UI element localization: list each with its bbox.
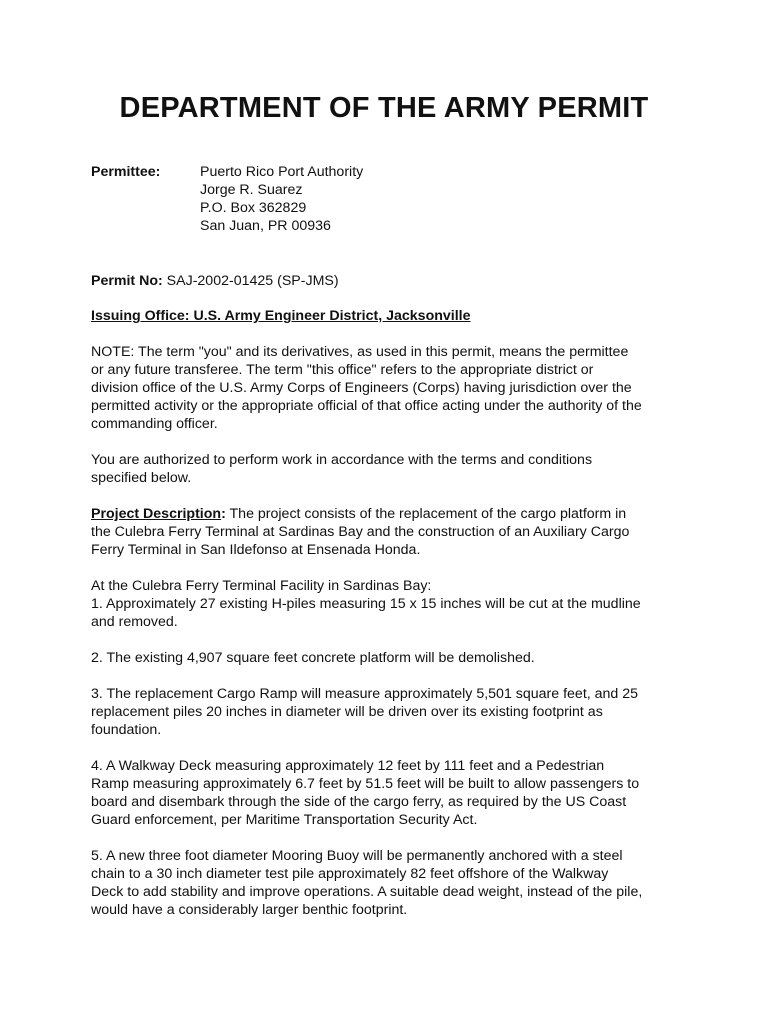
item-2-line: 2. The existing 4,907 square feet concrete platform will be demolished. xyxy=(91,650,535,666)
authorized-line: specified below. xyxy=(91,470,192,486)
item-5 xyxy=(91,847,691,919)
item-4-line: board and disembark through the side of the cargo ferry, as required by the US Coast xyxy=(91,794,627,810)
item-1-line: and removed. xyxy=(91,614,178,630)
item-3-line: replacement piles 20 inches in diameter will be driven over its existing footprint as xyxy=(91,704,603,720)
item-5-line: 5. A new three foot diameter Mooring Buoy will be permanently anchored with a steel xyxy=(91,848,623,864)
authorized-paragraph xyxy=(91,451,691,487)
item-4-line: Guard enforcement, per Maritime Transportation Security Act. xyxy=(91,812,478,828)
document-title: DEPARTMENT OF THE ARMY PERMIT xyxy=(119,92,649,124)
item-4-line: 4. A Walkway Deck measuring approximately 12 feet by 111 feet and a Pedestrian xyxy=(91,758,605,774)
permittee-line: Jorge R. Suarez xyxy=(200,182,303,198)
project-description-line: Ferry Terminal in San Ildefonso at Ensenada Honda. xyxy=(91,542,421,558)
project-description-text: The project consists of the replacement of the cargo platform in xyxy=(225,506,627,522)
issuing-office: Issuing Office: U.S. Army Engineer District, Jacksonville xyxy=(91,308,471,324)
project-description-paragraph xyxy=(91,505,691,559)
permittee-address xyxy=(200,163,363,235)
permit-number-value: SAJ-2002-01425 (SP-JMS) xyxy=(162,273,339,289)
item-2 xyxy=(91,649,691,667)
project-description-colon: : xyxy=(221,506,226,522)
item-1-line: 1. Approximately 27 existing H-piles measuring 15 x 15 inches will be cut at the mudline xyxy=(91,596,641,612)
culebra-section xyxy=(91,577,691,631)
project-description-first-line xyxy=(91,505,691,523)
permit-number-label: Permit No: xyxy=(91,273,163,289)
item-5-line: chain to a 30 inch diameter test pile approximately 82 feet offshore of the Walkway xyxy=(91,866,609,882)
culebra-intro: At the Culebra Ferry Terminal Facility in Sardinas Bay: xyxy=(91,578,432,594)
permittee-label: Permittee: xyxy=(91,164,161,180)
note-line: commanding officer. xyxy=(91,416,218,432)
document-body xyxy=(91,163,691,919)
permittee-line: Puerto Rico Port Authority xyxy=(200,164,364,180)
project-description-label: Project Description xyxy=(91,506,222,522)
permit-number xyxy=(91,272,691,290)
item-5-line: would have a considerably larger benthic footprint. xyxy=(91,902,408,918)
item-4-line: Ramp measuring approximately 6.7 feet by 51.5 feet will be built to allow passengers to xyxy=(91,776,640,792)
permittee-block xyxy=(91,163,691,235)
authorized-line: You are authorized to perform work in accordance with the terms and conditions xyxy=(91,452,593,468)
permittee-line: San Juan, PR 00936 xyxy=(200,218,331,234)
note-paragraph xyxy=(91,343,691,433)
permittee-line: P.O. Box 362829 xyxy=(200,200,307,216)
note-line: permitted activity or the appropriate official of that office acting under the authority of the xyxy=(91,398,642,414)
item-3 xyxy=(91,685,691,739)
item-3-line: foundation. xyxy=(91,722,162,738)
note-line: NOTE: The term "you" and its derivatives, as used in this permit, means the permittee xyxy=(91,344,629,360)
note-line: division office of the U.S. Army Corps of Engineers (Corps) having jurisdiction over the xyxy=(91,380,632,396)
item-4 xyxy=(91,757,691,829)
note-line: or any future transferee. The term "this office" refers to the appropriate district or xyxy=(91,362,594,378)
project-description-line: the Culebra Ferry Terminal at Sardinas Bay and the construction of an Auxiliary Cargo xyxy=(91,524,630,540)
item-3-line: 3. The replacement Cargo Ramp will measure approximately 5,501 square feet, and 25 xyxy=(91,686,639,702)
item-5-line: Deck to add stability and improve operations. A suitable dead weight, instead of the pile, xyxy=(91,884,643,900)
